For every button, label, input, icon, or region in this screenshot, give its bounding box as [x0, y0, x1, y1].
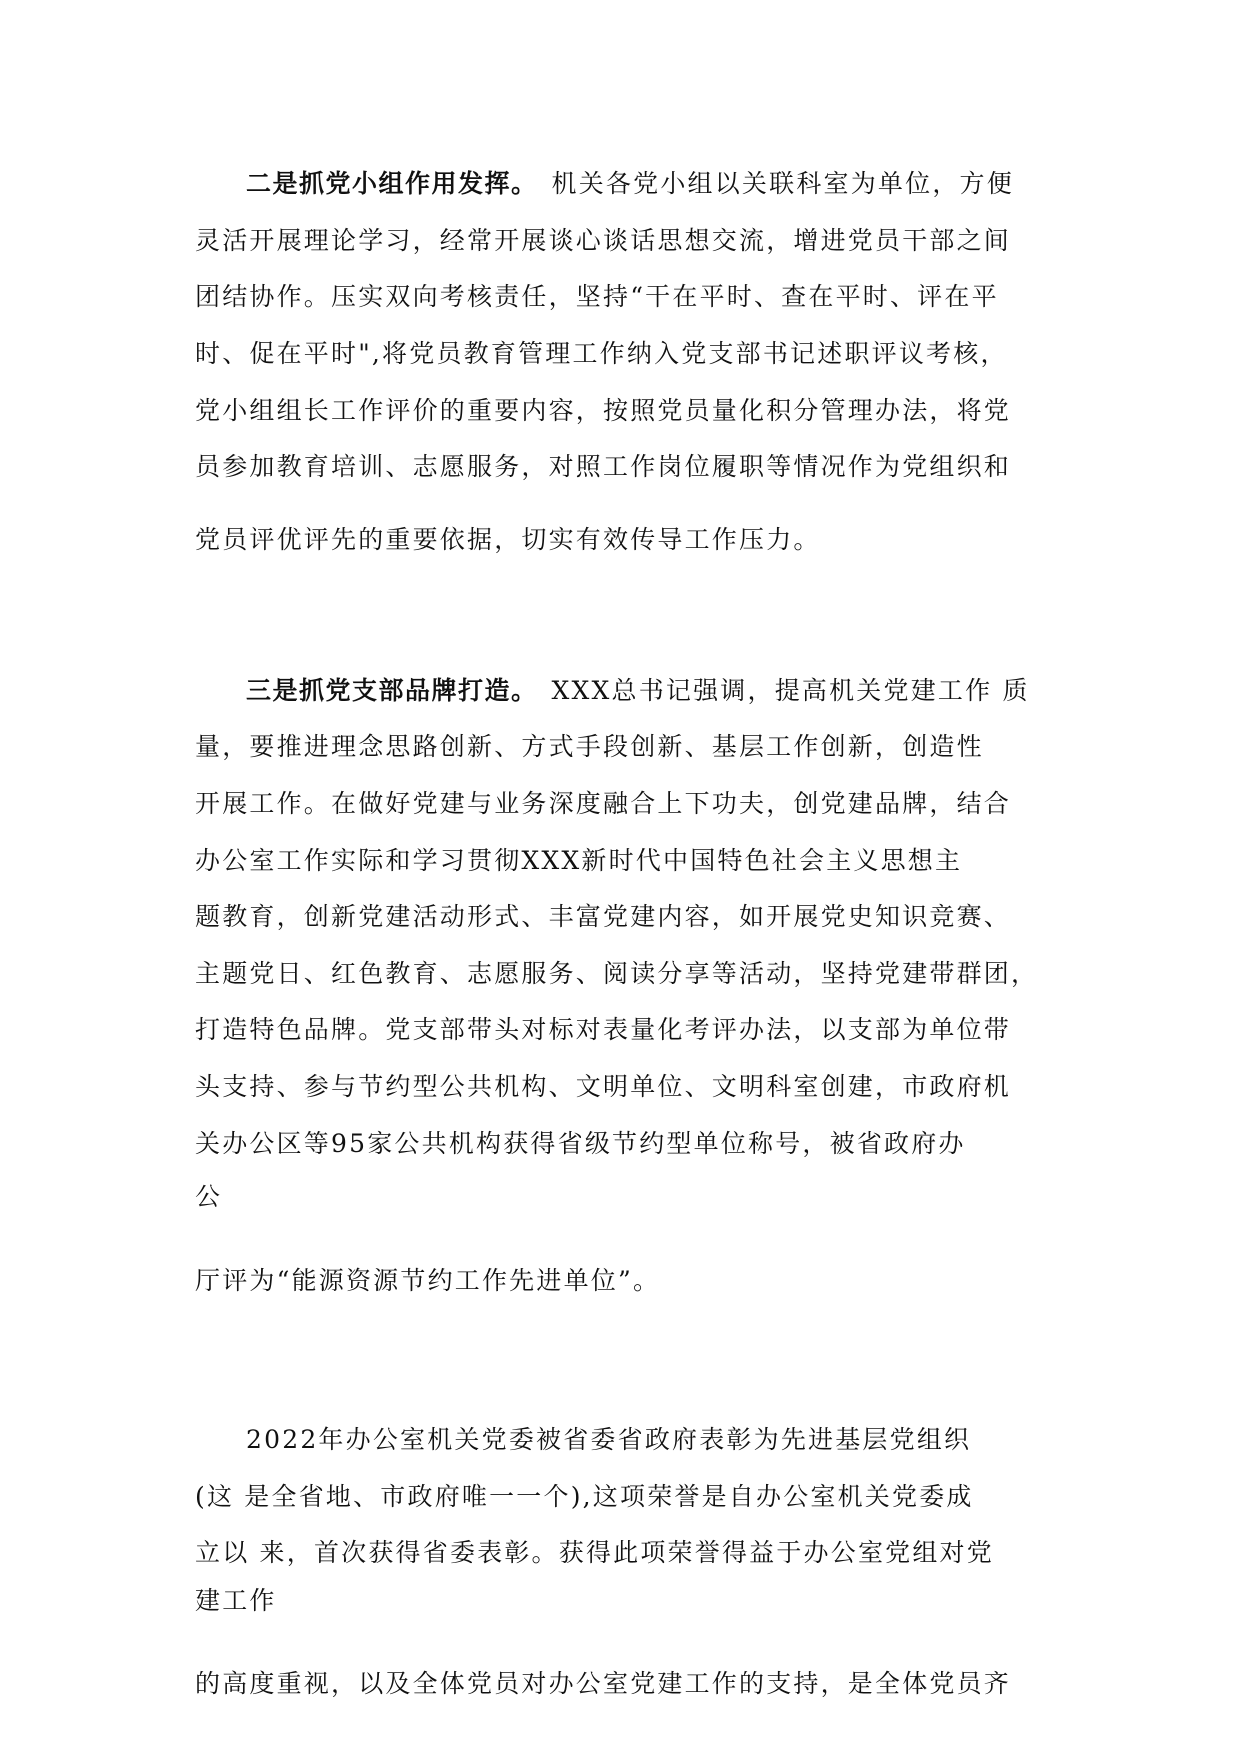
paragraph-2-line-4: 时、促在平时",将党员教育管理工作纳入党支部书记述职评议考核， [195, 339, 1008, 368]
paragraph-2-line-2: 灵活开展理论学习，经常开展谈心谈话思想交流，增进党员干部之间 [195, 226, 1012, 255]
paragraph-2-line-6: 员参加教育培训、志愿服务，对照工作岗位履职等情况作为党组织和 [195, 452, 1012, 481]
paragraph-3-line-3: 开展工作。在做好党建与业务深度融合上下功夫，创党建品牌，结合 [195, 789, 1012, 818]
paragraph-4-line-1: 2022年办公室机关党委被省委省政府表彰为先进基层党组织 [246, 1425, 972, 1454]
paragraph-3-line-5: 题教育，创新党建活动形式、丰富党建内容，如开展党史知识竞赛、 [195, 902, 1012, 931]
paragraph-3-line-7: 打造特色品牌。党支部带头对标对表量化考评办法，以支部为单位带 [195, 1015, 1012, 1044]
paragraph-2-line-3: 团结协作。压实双向考核责任，坚持“干在平时、查在平时、评在平 [195, 282, 999, 311]
paragraph-3-line-4: 办公室工作实际和学习贯彻XXX新时代中国特色社会主义思想主 [195, 846, 963, 875]
paragraph-3-lead: 三是抓党支部品牌打造。 [246, 676, 538, 705]
paragraph-3-line-2: 量，要推进理念思路创新、方式手段创新、基层工作创新，创造性 [195, 732, 984, 761]
paragraph-2-line-5: 党小组组长工作评价的重要内容，按照党员量化积分管理办法，将党 [195, 396, 1012, 425]
paragraph-3-line-6: 主题党日、红色教育、志愿服务、阅读分享等活动，坚持党建带群团， [195, 959, 1039, 988]
paragraph-3-line-8: 头支持、参与节约型公共机构、文明单位、文明科室创建，市政府机 [195, 1072, 1012, 1101]
paragraph-3-text: XXX总书记强调，提高机关党建工作 质 [551, 676, 1030, 705]
paragraph-3-line-10: 公 [195, 1182, 223, 1211]
paragraph-3-line-9: 关办公区等95家公共机构获得省级节约型单位称号，被省政府办 [195, 1129, 966, 1158]
paragraph-4-line-3: 立以 来，首次获得省委表彰。获得此项荣誉得益于办公室党组对党 [195, 1538, 994, 1567]
paragraph-2-line-1 [246, 166, 1014, 202]
paragraph-2-text: 机关各党小组以关联科室为单位，方便 [551, 169, 1014, 198]
paragraph-4-line-5: 的高度重视，以及全体党员对办公室党建工作的支持，是全体党员齐 [195, 1669, 1012, 1698]
paragraph-4-line-4: 建工作 [195, 1586, 277, 1615]
paragraph-4-line-2: (这 是全省地、市政府唯一一个),这项荣誉是自办公室机关党委成 [195, 1482, 974, 1511]
paragraph-3-line-1 [246, 673, 1030, 709]
paragraph-3-line-11: 厅评为“能源资源节约工作先进单位”。 [195, 1266, 661, 1295]
paragraph-2-lead: 二是抓党小组作用发挥。 [246, 169, 538, 198]
paragraph-2-line-7: 党员评优评先的重要依据，切实有效传导工作压力。 [195, 525, 821, 554]
